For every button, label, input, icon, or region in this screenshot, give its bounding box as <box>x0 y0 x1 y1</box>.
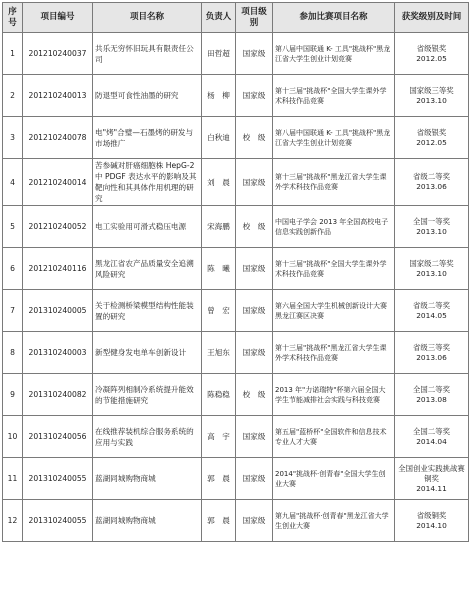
row-project-name: 蓝湖同城购物商城 <box>93 500 202 542</box>
header-level: 项目级别 <box>236 3 273 33</box>
row-leader: 田哲超 <box>202 33 236 75</box>
award-date: 2012.05 <box>416 53 447 63</box>
row-competition: 第五届"蓝桥杯"全国软件和信息技术专业人才大赛 <box>273 416 395 458</box>
row-competition: 第六届全国大学生机械创新设计大赛黑龙江赛区决赛 <box>273 290 395 332</box>
row-code: 201210240013 <box>23 75 93 117</box>
row-award <box>395 416 469 458</box>
award-level: 国家级二等奖 <box>409 258 454 268</box>
row-leader: 陈稳稳 <box>202 374 236 416</box>
award-date: 2013.10 <box>416 95 447 105</box>
row-level: 国家级 <box>236 75 273 117</box>
award-level: 省级铜奖 <box>416 510 447 520</box>
row-code: 201210240037 <box>23 33 93 75</box>
award-level: 省级银奖 <box>416 127 447 137</box>
header-name: 项目名称 <box>93 3 202 33</box>
table-row <box>3 206 469 248</box>
row-level: 国家级 <box>236 500 273 542</box>
row-leader: 刘 晨 <box>202 159 236 206</box>
row-project-name: 蓝湖同城购物商城 <box>93 458 202 500</box>
table-row <box>3 374 469 416</box>
row-code: 201310240056 <box>23 416 93 458</box>
row-no: 5 <box>3 206 23 248</box>
row-competition: 第十三届"挑战杯"全国大学生课外学术科技作品竞赛 <box>273 75 395 117</box>
row-project-name: 黑龙江省农产品质量安全追溯风险研究 <box>93 248 202 290</box>
header-no: 序号 <box>3 3 23 33</box>
row-project-name: 新型健身发电单车创新设计 <box>93 332 202 374</box>
table-row <box>3 332 469 374</box>
row-leader: 白秋迪 <box>202 117 236 159</box>
table-row <box>3 290 469 332</box>
row-level: 国家级 <box>236 159 273 206</box>
row-project-name: 冷凝阵列相制冷系统提升能效的节能措施研究 <box>93 374 202 416</box>
award-level: 省级三等奖 <box>413 342 450 352</box>
table-body <box>3 33 469 542</box>
header-competition: 参加比赛项目名称 <box>273 3 395 33</box>
row-competition: 第九届"挑战杯·创青春"黑龙江省大学生创业大赛 <box>273 500 395 542</box>
row-award <box>395 159 469 206</box>
award-date: 2014.10 <box>416 520 447 530</box>
award-date: 2013.06 <box>416 182 447 191</box>
row-code: 201310240003 <box>23 332 93 374</box>
award-date: 2013.06 <box>416 352 447 362</box>
row-award <box>395 458 469 500</box>
row-code: 201210240014 <box>23 159 93 206</box>
award-date: 2013.08 <box>416 394 447 404</box>
row-competition: 第十三届"挑战杯"黑龙江省大学生课外学术科技作品竞赛 <box>273 159 395 206</box>
row-no: 2 <box>3 75 23 117</box>
row-award <box>395 248 469 290</box>
row-project-name: 共乐无穷怀旧玩具有限责任公司 <box>93 33 202 75</box>
award-date: 2013.10 <box>416 268 447 278</box>
row-award <box>395 290 469 332</box>
row-competition: 2013 年"力诺瑞特"杯第六届全国大学生节能减排社会实践与科技竞赛 <box>273 374 395 416</box>
header-leader: 负责人 <box>202 3 236 33</box>
row-project-name: 关于检测桥梁模型结构性能装置的研究 <box>93 290 202 332</box>
row-level: 国家级 <box>236 458 273 500</box>
table-row <box>3 416 469 458</box>
row-award <box>395 374 469 416</box>
row-level: 校 级 <box>236 374 273 416</box>
row-leader: 高 宇 <box>202 416 236 458</box>
row-no: 10 <box>3 416 23 458</box>
row-code: 201210240078 <box>23 117 93 159</box>
row-project-name: 电工实验用可滑式稳压电源 <box>93 206 202 248</box>
row-code: 201310240082 <box>23 374 93 416</box>
award-date: 2014.11 <box>416 483 447 493</box>
row-leader: 王旭东 <box>202 332 236 374</box>
header-row <box>3 3 469 33</box>
row-no: 3 <box>3 117 23 159</box>
award-level: 省级银奖 <box>416 43 447 53</box>
award-level: 国家级三等奖 <box>409 85 454 95</box>
row-award <box>395 206 469 248</box>
award-level: 全国二等奖 <box>413 426 450 436</box>
row-code: 201210240052 <box>23 206 93 248</box>
row-award <box>395 117 469 159</box>
row-leader: 宋海鹏 <box>202 206 236 248</box>
row-level: 国家级 <box>236 290 273 332</box>
award-date: 2012.05 <box>416 137 447 147</box>
row-no: 8 <box>3 332 23 374</box>
row-level: 校 级 <box>236 206 273 248</box>
row-award <box>395 75 469 117</box>
table-row <box>3 458 469 500</box>
award-level: 省级二等奖 <box>413 172 450 181</box>
award-date: 2014.04 <box>416 436 447 446</box>
table-row <box>3 33 469 75</box>
row-no: 1 <box>3 33 23 75</box>
table-row <box>3 75 469 117</box>
row-no: 12 <box>3 500 23 542</box>
award-date: 2014.05 <box>416 310 447 320</box>
row-level: 国家级 <box>236 33 273 75</box>
awards-table <box>2 2 469 542</box>
table-row <box>3 500 469 542</box>
row-award <box>395 33 469 75</box>
row-competition: 2014"挑战杯·创青春"全国大学生创业大赛 <box>273 458 395 500</box>
row-award <box>395 500 469 542</box>
row-project-name: 在线推荐装机综合服务系统的应用与实践 <box>93 416 202 458</box>
row-no: 7 <box>3 290 23 332</box>
header-award: 获奖级别及时间 <box>395 3 469 33</box>
row-competition: 第八届中国联通 K- 工具"挑战杯"黑龙江省大学生创业计划竞赛 <box>273 33 395 75</box>
row-no: 4 <box>3 159 23 206</box>
row-no: 9 <box>3 374 23 416</box>
row-no: 11 <box>3 458 23 500</box>
row-level: 国家级 <box>236 332 273 374</box>
row-level: 国家级 <box>236 416 273 458</box>
table-row <box>3 159 469 206</box>
row-leader: 杨 柳 <box>202 75 236 117</box>
row-level: 国家级 <box>236 248 273 290</box>
award-date: 2013.10 <box>416 226 447 236</box>
table-row <box>3 248 469 290</box>
award-level: 省级二等奖 <box>413 300 450 310</box>
row-no: 6 <box>3 248 23 290</box>
award-level: 全国创业实践挑战赛铜奖 <box>398 463 465 483</box>
row-code: 201310240005 <box>23 290 93 332</box>
row-leader: 郭 晨 <box>202 500 236 542</box>
row-leader: 曾 宏 <box>202 290 236 332</box>
row-project-name: 防退型可食性油墨的研究 <box>93 75 202 117</box>
row-level: 校 级 <box>236 117 273 159</box>
row-leader: 陈 曦 <box>202 248 236 290</box>
award-level: 全国一等奖 <box>413 216 450 226</box>
row-project-name: 电"烤"合璧—石墨烤的研发与市场推广 <box>93 117 202 159</box>
row-competition: 第十三届"挑战杯"黑龙江省大学生课外学术科技作品竞赛 <box>273 332 395 374</box>
row-competition: 中国电子学会 2013 年全国高校电子信息实践创新作品 <box>273 206 395 248</box>
row-competition: 第八届中国联通 K- 工具"挑战杯"黑龙江省大学生创业计划竞赛 <box>273 117 395 159</box>
row-code: 201210240116 <box>23 248 93 290</box>
row-award <box>395 332 469 374</box>
award-level: 全国二等奖 <box>413 384 450 394</box>
row-code: 201310240055 <box>23 458 93 500</box>
row-leader: 郭 晨 <box>202 458 236 500</box>
row-competition: 第十三届"挑战杯"全国大学生课外学术科技作品竞赛 <box>273 248 395 290</box>
header-code: 项目编号 <box>23 3 93 33</box>
table-row <box>3 117 469 159</box>
row-project-name: 苦参碱对肝癌细胞株 HepG-2 中 PDGF 表达水平的影响及其靶向性和其具体作用机理的研究 <box>93 159 202 206</box>
row-code: 201310240055 <box>23 500 93 542</box>
